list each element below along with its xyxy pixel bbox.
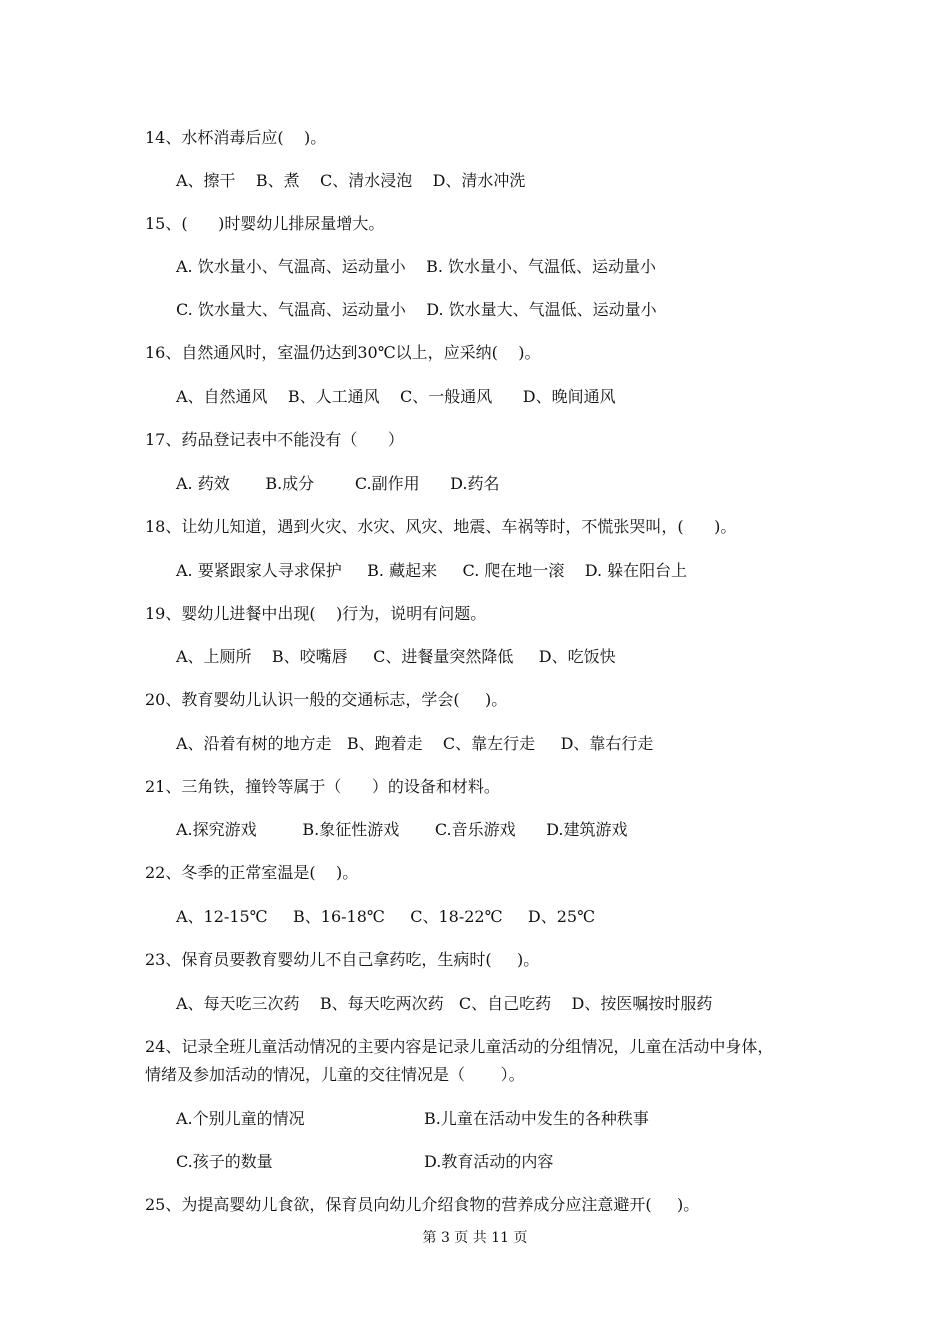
question-18-options: A. 要紧跟家人寻求保护 B. 藏起来 C. 爬在地一滚 D. 躲在阳台上	[176, 561, 688, 580]
question-15-options-2: C. 饮水量大、气温高、运动量小 D. 饮水量大、气温低、运动量小	[176, 300, 657, 319]
question-24-option-d: D.教育活动的内容	[424, 1152, 554, 1171]
question-25: 25、为提高婴幼儿食欲，保育员向幼儿介绍食物的营养成分应注意避开( )。	[145, 1195, 700, 1214]
question-20: 20、教育婴幼儿认识一般的交通标志，学会( )。	[145, 690, 508, 709]
question-22: 22、冬季的正常室温是( )。	[145, 863, 359, 882]
question-24-option-c: C.孩子的数量	[176, 1152, 273, 1171]
question-15: 15、( )时婴幼儿排尿量增大。	[145, 214, 385, 233]
question-23: 23、保育员要教育婴幼儿不自己拿药吃，生病时( )。	[145, 950, 540, 969]
question-24-option-b: B.儿童在活动中发生的各种秩事	[424, 1109, 649, 1128]
question-14-options: A、擦干 B、煮 C、清水浸泡 D、清水冲洗	[176, 171, 526, 190]
question-23-options: A、每天吃三次药 B、每天吃两次药 C、自己吃药 D、按医嘱按时服药	[176, 994, 713, 1013]
question-14: 14、水杯消毒后应( )。	[145, 128, 327, 147]
question-15-options-1: A. 饮水量小、气温高、运动量小 B. 饮水量小、气温低、运动量小	[176, 257, 657, 276]
question-16-options: A、自然通风 B、人工通风 C、一般通风 D、晚间通风	[176, 387, 616, 406]
page-footer: 第 3 页 共 11 页	[422, 1230, 528, 1246]
question-17: 17、药品登记表中不能没有（ ）	[145, 430, 404, 449]
question-22-options: A、12-15℃ B、16-18℃ C、18-22℃ D、25℃	[176, 907, 596, 926]
question-24-line-2: 情绪及参加活动的情况，儿童的交往情况是（ ）。	[145, 1065, 525, 1084]
question-24-line-1: 24、记录全班儿童活动情况的主要内容是记录儿童活动的分组情况，儿童在活动中身体，	[145, 1037, 774, 1056]
question-20-options: A、沿着有树的地方走 B、跑着走 C、靠左行走 D、靠右行走	[176, 734, 654, 753]
question-19-options: A、上厕所 B、咬嘴唇 C、进餐量突然降低 D、吃饭快	[176, 647, 616, 666]
question-17-options: A. 药效 B.成分 C.副作用 D.药名	[176, 474, 500, 493]
question-21: 21、三角铁，撞铃等属于（ ）的设备和材料。	[145, 777, 500, 796]
question-19: 19、婴幼儿进餐中出现( )行为，说明有问题。	[145, 604, 487, 623]
question-24-option-a: A.个别儿童的情况	[176, 1109, 305, 1128]
question-18: 18、让幼儿知道，遇到火灾、水灾、风灾、地震、车祸等时，不慌张哭叫，( )。	[145, 517, 737, 536]
question-21-options: A.探究游戏 B.象征性游戏 C.音乐游戏 D.建筑游戏	[176, 820, 628, 839]
question-16: 16、自然通风时，室温仍达到30℃以上，应采纳( )。	[145, 343, 541, 362]
